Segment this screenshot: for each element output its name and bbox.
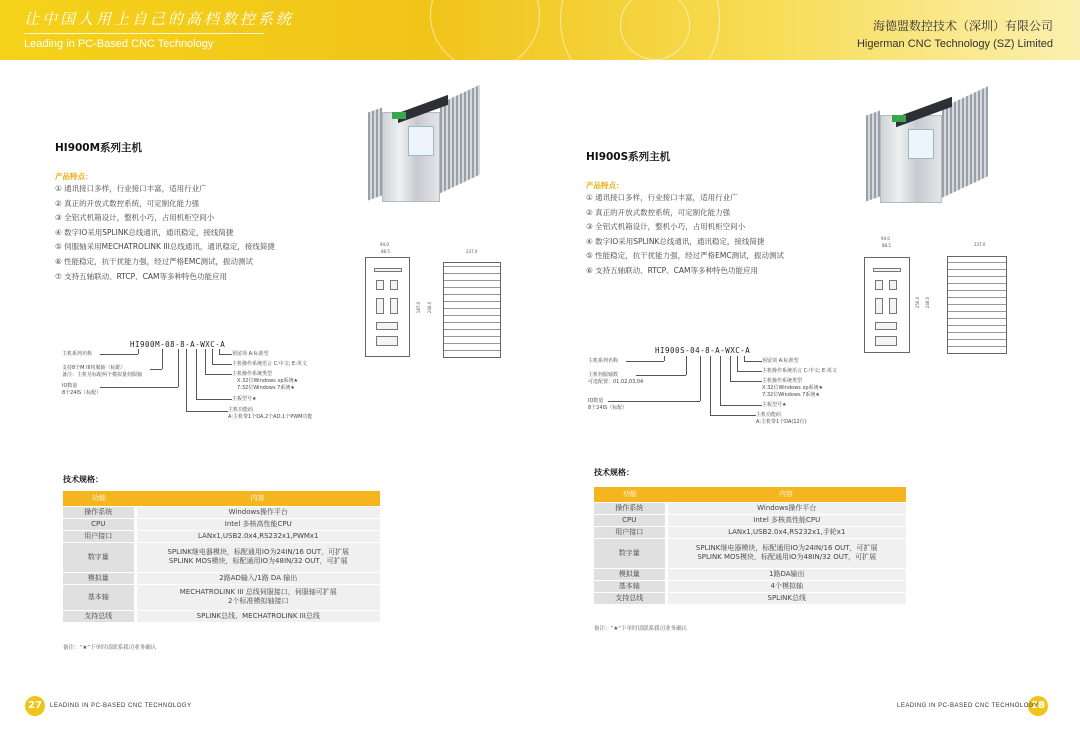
code-annotation: 备注：主机另标配两个模拟量伺服轴 [62,372,143,378]
slogan: 让中国人用上自己的高档数控系统 [24,10,295,28]
product-image [866,95,988,205]
spec-value: Windows操作平台 [666,502,906,514]
spec-key: 基本轴 [63,584,135,610]
feature-item: ⑤ 性能稳定，抗干扰能力强，经过严格EMC测试，振动测试 [586,251,785,261]
code-annotation: 主机伺服轴数 [588,372,619,378]
spec-key: 数字量 [594,538,666,568]
column-header: 内容 [135,491,380,506]
table-row [594,580,906,592]
product-image [368,92,480,204]
features-heading: 产品特点： [55,172,93,181]
code-annotation: 预留项 A:标准型 [762,358,799,364]
table-row [594,592,906,604]
spec-key: 数字量 [63,542,135,572]
spec-heading: 技术规格： [594,468,634,477]
tagline: Leading in PC-Based CNC Technology [24,38,214,50]
spec-value: SPLINK继电器模块，标配通用IO为24IN/16 OUT，可扩展 SPLINK MOS模块，标配通用IO为48IN/32 OUT，可扩展 [135,542,380,572]
table-row [594,526,906,538]
feature-item: ⑥ 性能稳定，抗干扰能力强，经过严格EMC测试，振动测试 [55,256,254,266]
code-annotation: 主机操作系统语言 C:中文; E:英文 [232,361,307,367]
code-annotation: 主板型号★ [232,396,257,402]
model-code: HI900M-08-8-A-WXC-A [130,340,226,349]
table-row [63,584,380,610]
feature-list [55,182,275,284]
dimension-label: 246.0 [925,296,931,309]
page-number: 28 [1028,696,1048,716]
feature-item: ④ 数字IO采用SPLINK总线通讯，通讯稳定，接线简捷 [55,227,234,237]
spec-key: 支持总线 [594,592,666,604]
spec-value: Intel 多核高性能CPU [666,514,906,526]
code-annotation: 主机操作系统语言 C:中文; E:英文 [762,368,837,374]
code-annotation: 主机系列名称 [62,351,93,357]
spec-note: 备注：“★”下单时请联系我司业务确认 [594,626,688,632]
feature-item: ③ 全铝式机箱设计，整机小巧，占用机柜空间小 [586,222,746,232]
spec-value: SPLINK总线、MECHATROLINK III总线 [135,610,380,622]
dimension-label: 94.0 [881,236,890,241]
decor-circle [430,0,540,60]
table-row [594,538,906,568]
company-name-en: Higerman CNC Technology (SZ) Limited [856,38,1053,50]
spec-key: 操作系统 [63,506,135,518]
spec-key: 基本轴 [594,580,666,592]
spec-value: Intel 多核高性能CPU [135,518,380,530]
table-row [63,530,380,542]
table-row [594,502,906,514]
column-header: 功能 [594,487,666,502]
feature-item: ② 真正的开放式数控系统，可定制化能力强 [55,198,200,208]
table-row [63,506,380,518]
table-row [594,568,906,580]
code-annotation: IO数量 [62,383,78,389]
code-annotation: X:32位Windows xp系统★ [762,385,823,391]
spec-value: SPLINK继电器模块，标配通用IO为24IN/16 OUT，可扩展 SPLINK MOS模块，标配通用IO为48IN/32 OUT，可扩展 [666,538,906,568]
code-annotation: 主机功能码 [228,407,254,413]
table-header-row [63,491,380,506]
spec-note: 备注：“★”下单时请联系我司业务确认 [63,645,157,651]
side-view-drawing [947,256,1007,354]
table-row [63,610,380,622]
spec-heading: 技术规格： [63,475,103,484]
spec-value: LANx1,USB2.0x4,RS232x1,手轮x1 [666,526,906,538]
feature-item: ④ 数字IO采用SPLINK总线通讯，通讯稳定，接线简捷 [586,236,765,246]
code-annotation: A:主机带1个DA(12位) [756,419,807,425]
product-title: HI900S系列主机 [586,151,671,163]
spec-value: Windows操作平台 [135,506,380,518]
footer-text: LEADING IN PC-BASED CNC TECHNOLOGY [897,703,1039,709]
code-annotation: A:主机带1个DA,2个AD,1个PWM功能 [228,414,313,420]
code-annotation: X:32位Windows xp系统★ [237,378,298,384]
dimension-label: 250.0 [915,296,921,309]
side-view-drawing [443,262,501,358]
feature-item: ⑦ 支持五轴联动、RTCP、CAM等多种特色功能应用 [55,271,228,281]
code-annotation: 预留项 A:标准型 [232,351,269,357]
code-annotation: 主机功能码 [756,412,782,418]
model-code: HI900S-04-8-A-WXC-A [655,346,751,355]
header-divider [24,33,264,34]
product-title: HI900M系列主机 [55,142,143,154]
column-header: 功能 [63,491,135,506]
page-number: 27 [25,696,45,716]
code-annotation: 可选配置：01,02,03,04 [588,379,644,385]
code-annotation: 8个24IS（标配） [62,390,102,396]
dimension-label: 187.0 [416,301,422,314]
feature-item: ⑤ 伺服轴采用MECHATROLINK III总线通讯，通讯稳定，接线简捷 [55,242,275,252]
dimension-label: 88.5 [882,243,891,248]
code-annotation: 主机系列名称 [588,358,619,364]
spec-key: 支持总线 [63,610,135,622]
spec-table [63,491,380,623]
spec-value: MECHATROLINK III 总线伺服接口，伺服轴可扩展 2个标准模拟轴接口 [135,584,380,610]
front-view-drawing [864,257,910,353]
column-header: 内容 [666,487,906,502]
dimension-label: 88.5 [381,249,390,254]
feature-item: ① 通讯接口多样，行业接口丰富，适用行业广 [55,184,207,193]
feature-item: ③ 全铝式机箱设计，整机小巧，占用机柜空间小 [55,213,215,223]
spec-key: CPU [594,514,666,526]
code-annotation: 7:32位Windows 7系统★ [762,392,820,398]
spec-table [594,487,906,605]
spec-key: CPU [63,518,135,530]
dimension-label: 237.0 [466,249,478,254]
spec-value: 1路DA输出 [666,568,906,580]
company-name: 海德盟数控技术（深圳）有限公司 [872,19,1053,33]
code-annotation: 7:32位Windows 7系统★ [237,385,295,391]
spec-value: SPLINK总线 [666,592,906,604]
code-annotation: 8个24IS（标配） [588,405,628,411]
spec-key: 模拟量 [594,568,666,580]
front-view-drawing [365,257,410,357]
footer-text: LEADING IN PC-BASED CNC TECHNOLOGY [50,703,192,709]
table-header-row [594,487,906,502]
feature-list [586,191,784,279]
spec-key: 操作系统 [594,502,666,514]
table-row [63,518,380,530]
table-row [63,542,380,572]
spec-key: 用户接口 [63,530,135,542]
code-annotation: 主机操作系统类型 [762,378,803,384]
dimension-label: 94.0 [380,242,389,247]
features-heading: 产品特点： [586,181,624,190]
code-annotation: 支持8个M III伺服轴（标配） [62,365,126,371]
table-row [63,572,380,584]
header-banner [0,0,1080,60]
spec-value: 4个模拟轴 [666,580,906,592]
dimension-label: 246.0 [427,301,433,314]
table-row [594,514,906,526]
feature-item: ② 真正的开放式数控系统，可定制化能力强 [586,207,731,217]
code-annotation: IO数量 [588,398,604,404]
code-annotation: 主板型号★ [762,402,787,408]
spec-value: LANx1,USB2.0x4,RS232x1,PWMx1 [135,530,380,542]
spec-key: 模拟量 [63,572,135,584]
dimension-label: 237.0 [974,242,986,247]
feature-item: ① 通讯接口多样，行业接口丰富，适用行业广 [586,193,738,202]
code-annotation: 主机操作系统类型 [232,371,273,377]
spec-value: 2路AD输入/1路 DA 输出 [135,572,380,584]
feature-item: ⑥ 支持五轴联动、RTCP、CAM等多种特色功能应用 [586,265,759,275]
spec-key: 用户接口 [594,526,666,538]
